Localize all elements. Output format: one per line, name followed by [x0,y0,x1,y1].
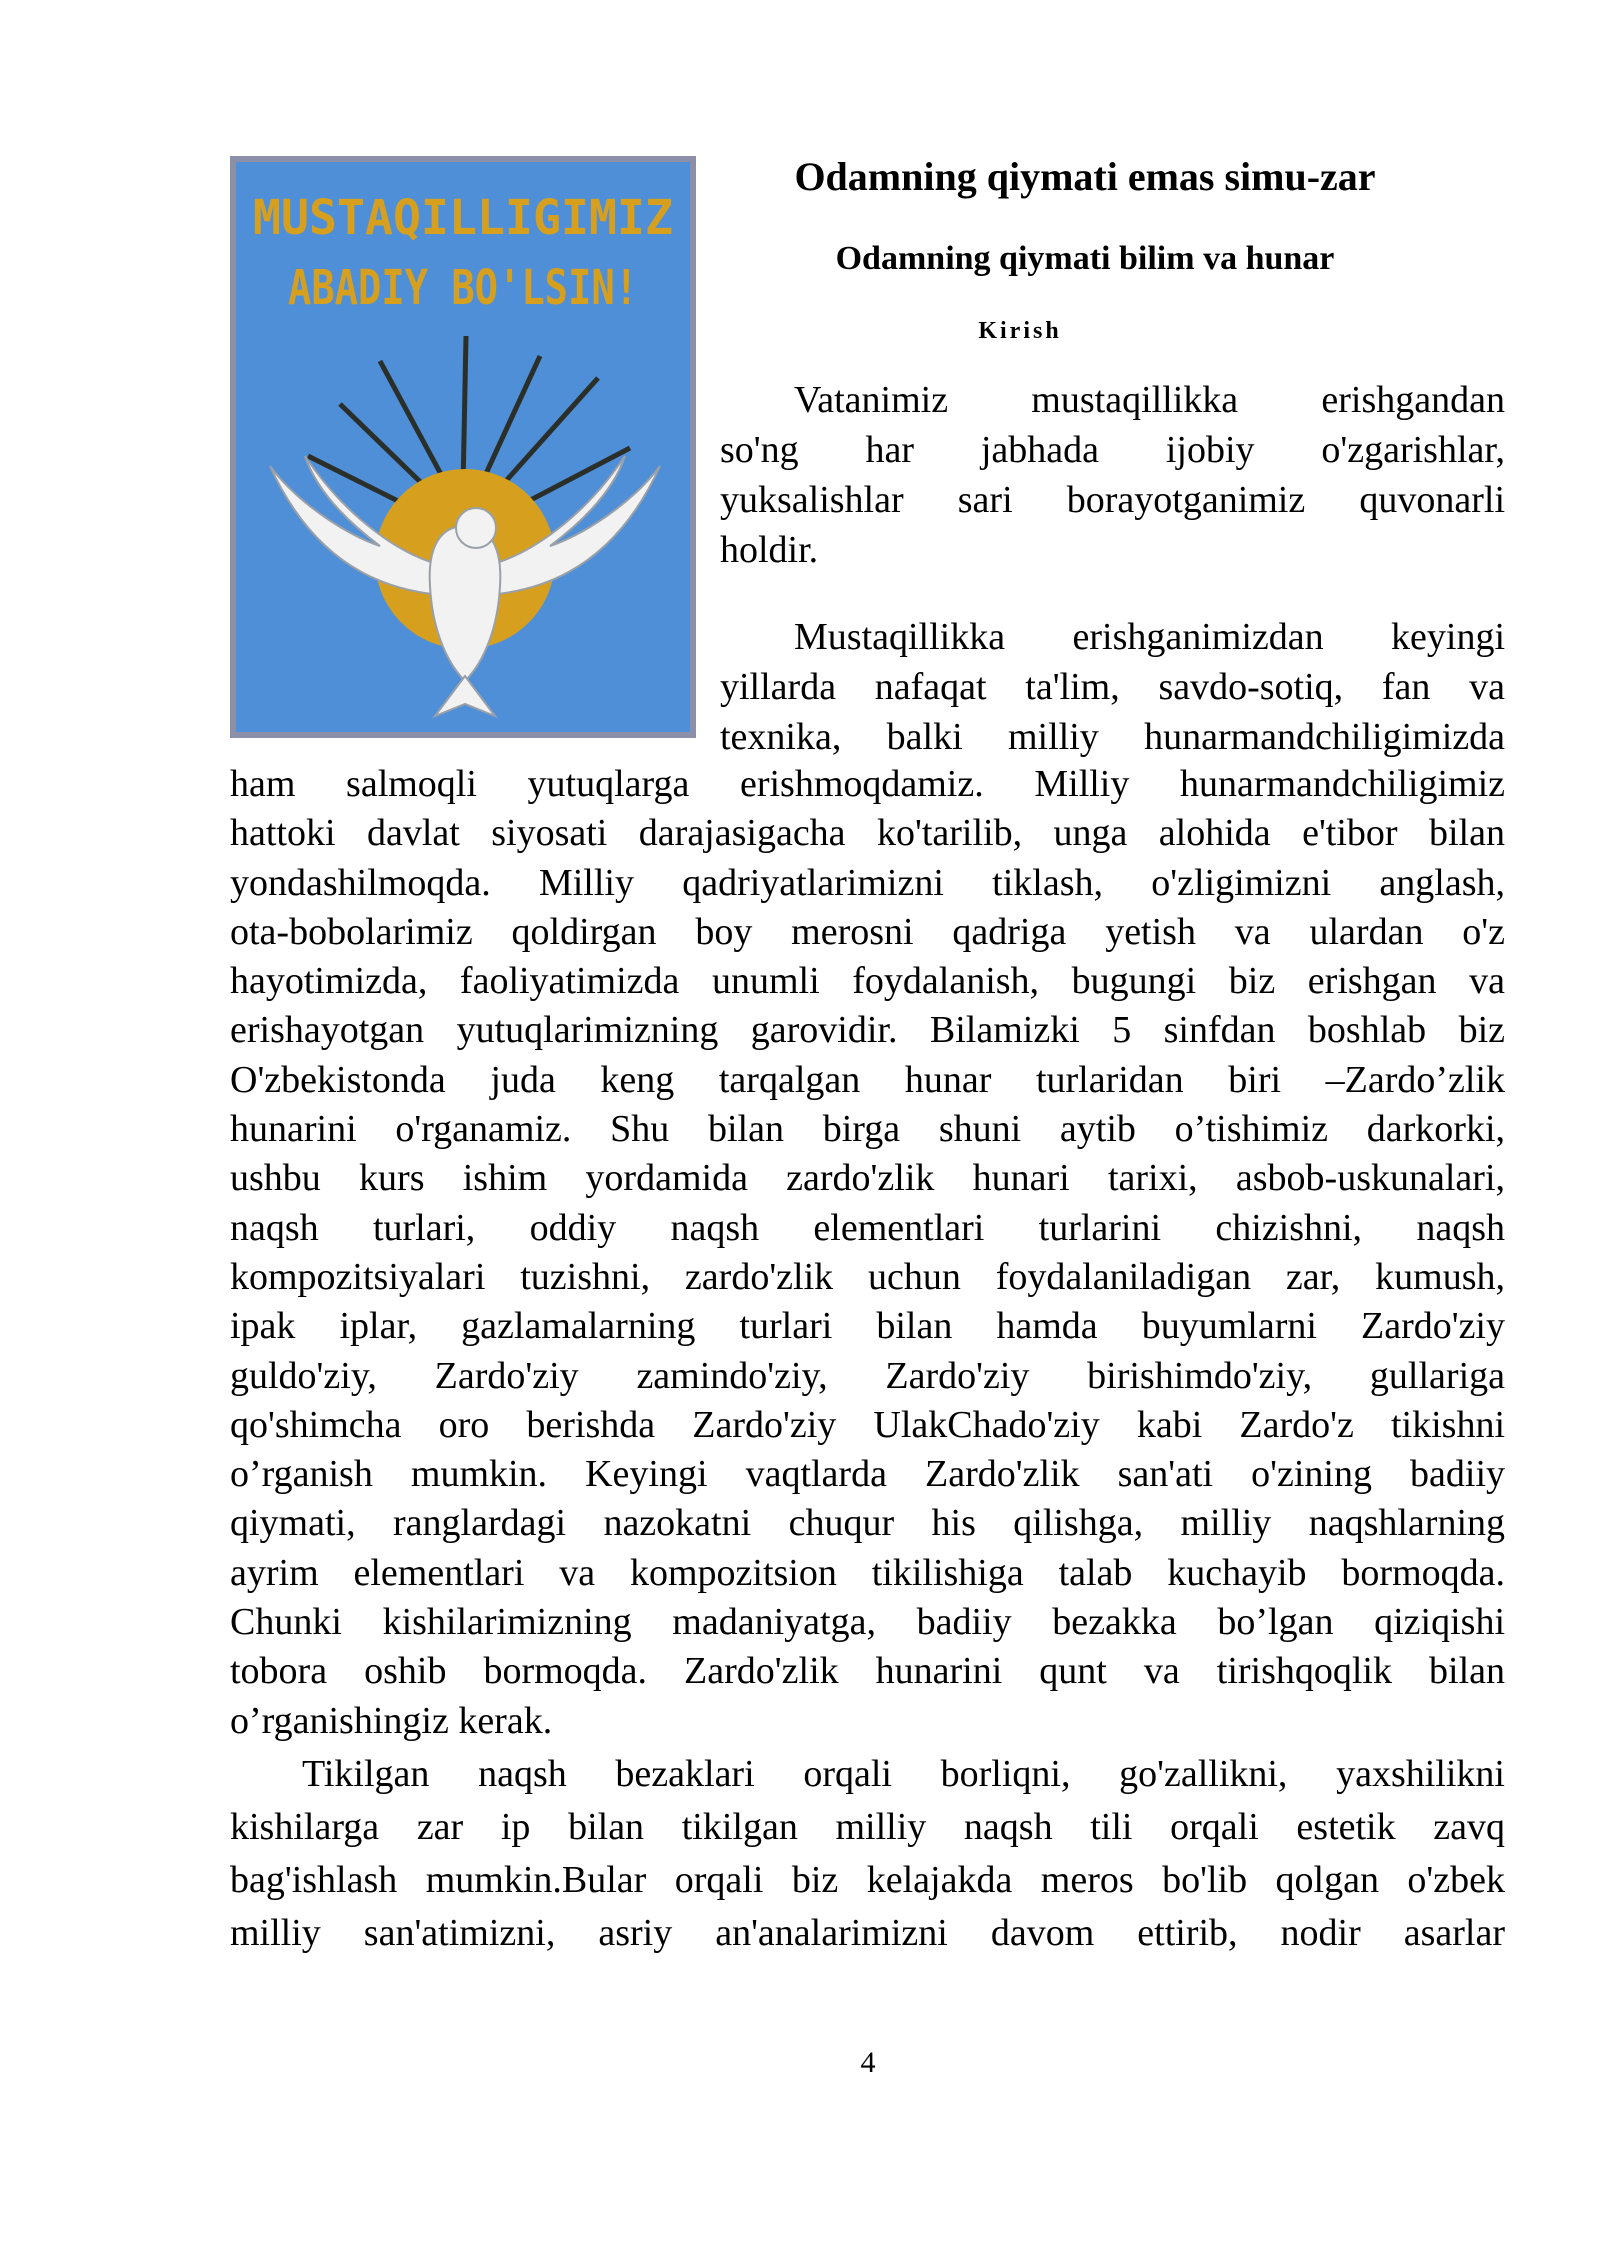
text-line: yuksalishlar sari borayotganimiz quvonarli [720,479,1505,521]
text-line: texnika, balki milliy hunarmandchiligimizda [720,716,1505,758]
text-line: kishilarga zar ip bilan tikilgan milliy naqsh tili orqali estetik zavq [230,1806,1505,1848]
text-line: O'zbekistonda juda keng tarqalgan hunar turlaridan biri –Zardo’zlik [230,1058,1505,1101]
poster-illustration [230,156,696,738]
text-line: ipak iplar, gazlamalarning turlari bilan hamda buyumlarni Zardo'ziy [230,1305,1505,1348]
text-line: milliy san'atimizni, asriy an'analarimizni davom ettirib, nodir asarlar [230,1912,1505,1954]
intro-paragraph-2 [720,612,1505,762]
text-line: naqsh turlari, oddiy naqsh elementlari turlarini chizishni, naqsh [230,1206,1505,1249]
text-line: Chunki kishilarimizning madaniyatga, badiiy bezakka bo’lgan qiziqishi [230,1601,1505,1644]
independence-poster-image [230,156,696,738]
text-line: so'ng har jabhada ijobiy o'zgarishlar, [720,429,1505,471]
intro-paragraph-1 [720,375,1505,575]
text-line: o’rganish mumkin. Keyingi vaqtlarda Zardo'zlik san'ati o'zining badiiy [230,1453,1505,1496]
body-paragraph-2 [230,1748,1505,1960]
text-line: ayrim elementlari va kompozitsion tikilishiga talab kuchayib bormoqda. [230,1551,1505,1594]
text-line: kompozitsiyalari tuzishni, zardo'zlik uchun foydalaniladigan zar, kumush, [230,1255,1505,1298]
text-line: holdir. [720,529,819,571]
text-line: o’rganishingiz kerak. [230,1699,553,1742]
body-paragraph-1 [230,760,1505,1746]
section-heading: Kirish [978,318,1062,344]
text-line: hayotimizda, faoliyatimizda unumli foydalanish, bugungi biz erishgan va [230,960,1505,1003]
document-subtitle: Odamning qiymati bilim va hunar [835,240,1335,277]
text-line: tobora oshib bormoqda. Zardo'zlik hunarini qunt va tirishqoqlik bilan [230,1650,1505,1693]
text-line: erishayotgan yutuqlarimizning garovidir. Bilamizki 5 sinfdan boshlab biz [230,1009,1505,1052]
page-number: 4 [860,2046,876,2079]
document-title: Odamning qiymati emas simu-zar [794,154,1376,199]
text-line: hattoki davlat siyosati darajasigacha ko'tarilib, unga alohida e'tibor bilan [230,812,1505,855]
text-line: Mustaqillikka erishganimizdan keyingi [794,616,1505,658]
text-line: yondashilmoqda. Milliy qadriyatlarimizni tiklash, o'zligimizni anglash, [230,861,1505,904]
text-line: ham salmoqli yutuqlarga erishmoqdamiz. Milliy hunarmandchiligimiz [230,763,1505,805]
poster-text-line-1: MUSTAQILLIGIMIZ [253,190,673,246]
text-line: yillarda nafaqat ta'lim, savdo-sotiq, fan va [720,666,1505,708]
text-line: ushbu kurs ishim yordamida zardo'zlik hunari tarixi, asbob-uskunalari, [230,1157,1505,1200]
text-line: ota-bobolarimiz qoldirgan boy merosni qadriga yetish va ulardan o'z [230,910,1505,953]
text-line: qo'shimcha oro berishda Zardo'ziy UlakChado'ziy kabi Zardo'z tikishni [230,1403,1505,1446]
text-line: qiymati, ranglardagi nazokatni chuqur his qilishga, milliy naqshlarning [230,1502,1505,1545]
poster-text-line-2: ABADIY BO'LSIN! [288,260,638,316]
text-line: guldo'ziy, Zardo'ziy zamindo'ziy, Zardo'ziy birishimdo'ziy, gullariga [230,1354,1505,1397]
text-line: Tikilgan naqsh bezaklari orqali borliqni, go'zallikni, yaxshilikni [302,1753,1505,1795]
text-line: bag'ishlash mumkin.Bular orqali biz kelajakda meros bo'lib qolgan o'zbek [230,1859,1505,1901]
text-line: hunarini o'rganamiz. Shu bilan birga shuni aytib o’tishimiz darkorki, [230,1108,1505,1151]
text-line: Vatanimiz mustaqillikka erishgandan [794,379,1505,421]
